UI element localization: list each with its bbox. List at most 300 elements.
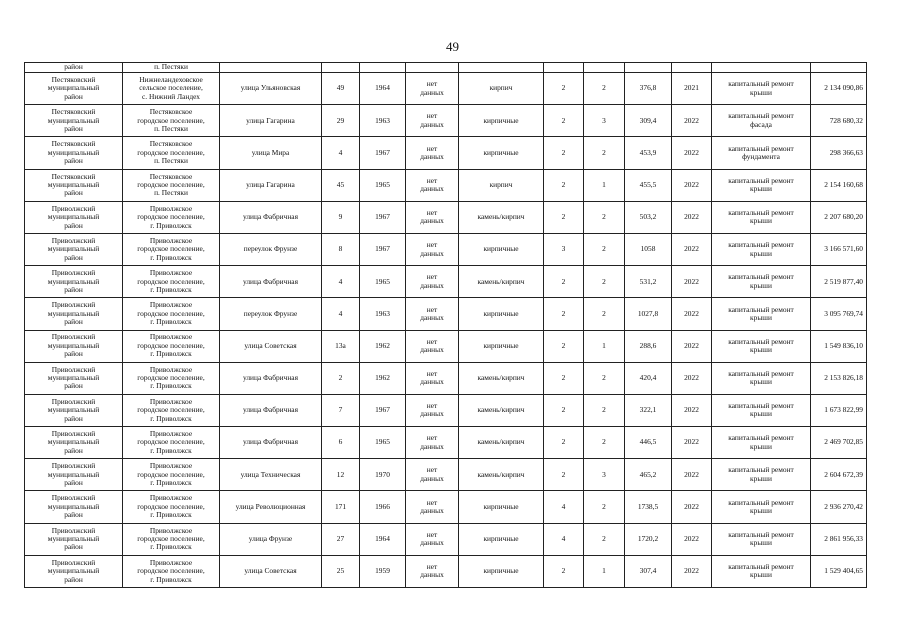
cell-settlement-line: Приволжское <box>149 461 193 471</box>
table-row <box>25 201 867 233</box>
cell-settlement-line: Приволжское <box>149 332 193 342</box>
cell-cost: 2 936 270,42 <box>811 491 867 523</box>
cell-settlement-line: сельское поселение, <box>139 83 203 93</box>
cell-work-type-line: капитальный ремонт <box>728 465 794 475</box>
cell-settlement-line: Приволжское <box>149 364 193 374</box>
cell-settlement-line: г. Приволжск <box>150 284 192 294</box>
cell-settlement-line: г. Приволжск <box>150 349 192 359</box>
cell-rayon <box>25 201 123 233</box>
cell-rayon-line: муниципальный <box>47 340 100 350</box>
cell-rayon-line: Приволжский <box>51 429 96 439</box>
cell-year-built: 1970 <box>360 459 406 491</box>
cell-no-data <box>406 233 459 265</box>
cell-settlement <box>123 427 220 459</box>
cell-settlement-line: г. Приволжск <box>150 445 192 455</box>
cell-year-built: 1965 <box>360 169 406 201</box>
cell-rayon <box>25 266 123 298</box>
cell-no-data-line: данных <box>420 538 444 548</box>
cell-rayon <box>25 330 123 362</box>
cell-settlement <box>123 137 220 169</box>
cell-floors: 2 <box>544 201 584 233</box>
cell-settlement <box>123 233 220 265</box>
cell-work-type-line: капитальный ремонт <box>728 497 794 507</box>
cell-area: 503,2 <box>625 201 672 233</box>
cell-settlement <box>123 394 220 426</box>
cell-settlement <box>123 298 220 330</box>
cell-floors: 2 <box>544 105 584 137</box>
cell-rayon <box>25 459 123 491</box>
cell-settlement-line: Пестяковское <box>149 139 193 149</box>
cell-empty <box>406 63 459 73</box>
cell-rayon-line: муниципальный <box>47 83 100 93</box>
cell-wall-material: кирпичные <box>459 491 544 523</box>
cell-cost: 2 207 680,20 <box>811 201 867 233</box>
cell-repair-year: 2022 <box>672 137 712 169</box>
cell-rayon-line: муниципальный <box>47 437 100 447</box>
housing-repair-table <box>24 62 867 588</box>
cell-street: улица Фабричная <box>220 201 322 233</box>
cell-repair-year: 2022 <box>672 169 712 201</box>
cell-entrances: 2 <box>584 491 625 523</box>
cell-no-data <box>406 73 459 105</box>
cell-entrances: 2 <box>584 523 625 555</box>
table-row <box>25 169 867 201</box>
cell-settlement-line: Приволжское <box>149 493 193 503</box>
cell-rayon <box>25 105 123 137</box>
cell-wall-material: кирпичные <box>459 233 544 265</box>
cell-rayon <box>25 73 123 105</box>
cell-wall-material: кирпичные <box>459 298 544 330</box>
cell-work-type-line: капитальный ремонт <box>728 272 794 282</box>
cell-settlement <box>123 266 220 298</box>
cell-settlement-line: городское поселение, <box>137 501 205 511</box>
cell-repair-year: 2022 <box>672 555 712 587</box>
cell-settlement-line: п. Пестяки <box>154 156 188 166</box>
cell-rayon <box>25 137 123 169</box>
cell-work-type-line: крыши <box>750 87 772 97</box>
cell-rayon <box>25 169 123 201</box>
cell-work-type <box>712 523 811 555</box>
cell-house-number: 25 <box>322 555 360 587</box>
cell-settlement-line: городское поселение, <box>137 405 205 415</box>
cell-work-type-line: капитальный ремонт <box>728 111 794 121</box>
cell-entrances: 1 <box>584 555 625 587</box>
cell-rayon-line: муниципальный <box>47 212 100 222</box>
cell-rayon-line: муниципальный <box>47 179 100 189</box>
cell-house-number: 49 <box>322 73 360 105</box>
cell-rayon-line: район <box>64 478 83 488</box>
cell-area: 446,5 <box>625 427 672 459</box>
cell-floors: 2 <box>544 169 584 201</box>
cell-floors: 2 <box>544 427 584 459</box>
cell-area: 288,6 <box>625 330 672 362</box>
cell-rayon-line: Приволжский <box>51 300 96 310</box>
cell-entrances: 2 <box>584 73 625 105</box>
cell-rayon <box>25 394 123 426</box>
cell-no-data-line: нет <box>426 562 438 571</box>
cell-work-type-line: капитальный ремонт <box>728 529 794 539</box>
cell-repair-year: 2022 <box>672 459 712 491</box>
cell-no-data-line: данных <box>420 409 444 419</box>
cell-no-data-line: данных <box>420 312 444 322</box>
cell-settlement-line: с. Нижний Ландех <box>142 91 200 101</box>
cell-settlement: п. Пестяки <box>123 63 220 73</box>
cell-rayon-line: район <box>64 91 83 101</box>
cell-no-data-line: данных <box>420 377 444 387</box>
cell-work-type <box>712 201 811 233</box>
cell-work-type <box>712 427 811 459</box>
cell-work-type-line: крыши <box>750 506 772 516</box>
cell-area: 531,2 <box>625 266 672 298</box>
cell-no-data-line: данных <box>420 216 444 226</box>
cell-wall-material: кирпичные <box>459 330 544 362</box>
table-row <box>25 233 867 265</box>
cell-no-data-line: данных <box>420 280 444 290</box>
cell-wall-material: кирпич <box>459 169 544 201</box>
cell-empty <box>584 63 625 73</box>
cell-settlement-line: городское поселение, <box>137 115 205 125</box>
table-body <box>25 63 867 588</box>
cell-year-built: 1965 <box>360 427 406 459</box>
cell-year-built: 1964 <box>360 523 406 555</box>
cell-rayon-line: район <box>64 510 83 520</box>
cell-cost: 1 673 822,99 <box>811 394 867 426</box>
cell-settlement-line: г. Приволжск <box>150 542 192 552</box>
cell-work-type-line: крыши <box>750 570 772 580</box>
cell-street: улица Ульяновская <box>220 73 322 105</box>
cell-area: 465,2 <box>625 459 672 491</box>
cell-repair-year: 2022 <box>672 523 712 555</box>
cell-area: 376,8 <box>625 73 672 105</box>
cell-no-data-line: данных <box>420 119 444 129</box>
cell-work-type-line: капитальный ремонт <box>728 304 794 314</box>
cell-rayon-line: Пестяковский <box>51 107 96 117</box>
cell-work-type-line: капитальный ремонт <box>728 207 794 217</box>
cell-rayon-line: район <box>64 284 83 294</box>
cell-rayon-line: муниципальный <box>47 373 100 383</box>
cell-no-data-line: данных <box>420 441 444 451</box>
cell-work-type <box>712 362 811 394</box>
cell-no-data-line: нет <box>426 433 438 443</box>
cell-rayon-line: Приволжский <box>51 235 96 245</box>
cell-street: улица Фрунзе <box>220 523 322 555</box>
cell-settlement <box>123 491 220 523</box>
cell-rayon-line: Приволжский <box>51 493 96 503</box>
cell-work-type-line: крыши <box>750 312 772 322</box>
cell-rayon <box>25 233 123 265</box>
cell-repair-year: 2022 <box>672 362 712 394</box>
cell-no-data <box>406 394 459 426</box>
cell-rayon: район <box>25 63 123 73</box>
cell-cost: 2 469 702,85 <box>811 427 867 459</box>
cell-empty <box>459 63 544 73</box>
cell-no-data-line: нет <box>426 207 438 217</box>
cell-cost: 298 366,63 <box>811 137 867 169</box>
cell-no-data <box>406 555 459 587</box>
cell-no-data <box>406 491 459 523</box>
cell-no-data <box>406 266 459 298</box>
cell-settlement-line: городское поселение, <box>137 212 205 222</box>
cell-rayon-line: Пестяковский <box>51 139 96 149</box>
cell-settlement-line: городское поселение, <box>137 373 205 383</box>
cell-settlement-line: п. Пестяки <box>154 123 188 133</box>
cell-work-type <box>712 137 811 169</box>
cell-floors: 2 <box>544 73 584 105</box>
cell-empty <box>672 63 712 73</box>
cell-settlement <box>123 73 220 105</box>
cell-no-data-line: нет <box>426 529 438 539</box>
cell-work-type <box>712 105 811 137</box>
cell-house-number: 7 <box>322 394 360 426</box>
cell-settlement-line: г. Приволжск <box>150 252 192 262</box>
cell-rayon-line: муниципальный <box>47 276 100 286</box>
cell-rayon-line: Приволжский <box>51 525 96 535</box>
cell-repair-year: 2022 <box>672 394 712 426</box>
cell-street: улица Техническая <box>220 459 322 491</box>
cell-empty <box>811 63 867 73</box>
cell-settlement-line: Пестяковское <box>149 107 193 117</box>
cell-settlement-line: г. Приволжск <box>150 381 192 391</box>
cell-house-number: 29 <box>322 105 360 137</box>
cell-work-type <box>712 459 811 491</box>
cell-rayon-line: район <box>64 574 83 584</box>
cell-wall-material: камень/кирпич <box>459 459 544 491</box>
cell-rayon-line: муниципальный <box>47 308 100 318</box>
cell-settlement <box>123 201 220 233</box>
cell-rayon-line: муниципальный <box>47 501 100 511</box>
table-row <box>25 105 867 137</box>
cell-rayon <box>25 491 123 523</box>
page-number: 49 <box>446 39 459 54</box>
cell-settlement-line: городское поселение, <box>137 534 205 544</box>
cell-work-type-line: крыши <box>750 409 772 419</box>
cell-year-built: 1964 <box>360 73 406 105</box>
cell-repair-year: 2021 <box>672 73 712 105</box>
cell-no-data-line: нет <box>426 111 438 121</box>
cell-rayon-line: муниципальный <box>47 405 100 415</box>
cell-empty <box>360 63 406 73</box>
cell-wall-material: камень/кирпич <box>459 201 544 233</box>
cell-work-type-line: капитальный ремонт <box>728 143 794 153</box>
cell-year-built: 1962 <box>360 362 406 394</box>
cell-rayon-line: Приволжский <box>51 203 96 213</box>
cell-repair-year: 2022 <box>672 233 712 265</box>
cell-no-data-line: данных <box>420 87 444 97</box>
cell-year-built: 1963 <box>360 105 406 137</box>
cell-year-built: 1963 <box>360 298 406 330</box>
cell-work-type-line: фасада <box>750 119 772 129</box>
cell-rayon-line: Приволжский <box>51 332 96 342</box>
cell-no-data <box>406 362 459 394</box>
cell-work-type-line: крыши <box>750 280 772 290</box>
cell-work-type-line: крыши <box>750 473 772 483</box>
cell-work-type-line: крыши <box>750 441 772 451</box>
cell-rayon-line: муниципальный <box>47 115 100 125</box>
cell-house-number: 8 <box>322 233 360 265</box>
cell-work-type-line: капитальный ремонт <box>728 401 794 411</box>
cell-rayon-line: Приволжский <box>51 268 96 278</box>
cell-settlement-line: городское поселение, <box>137 566 205 576</box>
cell-empty <box>220 63 322 73</box>
cell-work-type <box>712 233 811 265</box>
cell-street: улица Гагарина <box>220 105 322 137</box>
cell-floors: 2 <box>544 459 584 491</box>
cell-no-data-line: нет <box>426 497 438 507</box>
cell-settlement <box>123 169 220 201</box>
cell-rayon-line: Приволжский <box>51 396 96 406</box>
cell-work-type <box>712 266 811 298</box>
cell-area: 420,4 <box>625 362 672 394</box>
cell-no-data <box>406 105 459 137</box>
cell-work-type-line: капитальный ремонт <box>728 433 794 443</box>
cell-repair-year: 2022 <box>672 105 712 137</box>
cell-house-number: 2 <box>322 362 360 394</box>
cell-no-data <box>406 201 459 233</box>
cell-wall-material: кирпичные <box>459 105 544 137</box>
cell-work-type-line: фундамента <box>742 151 780 161</box>
cell-area: 309,4 <box>625 105 672 137</box>
cell-street: улица Революционная <box>220 491 322 523</box>
cell-settlement-line: г. Приволжск <box>150 510 192 520</box>
cell-floors: 2 <box>544 298 584 330</box>
cell-settlement <box>123 362 220 394</box>
cell-floors: 3 <box>544 233 584 265</box>
cell-rayon-line: муниципальный <box>47 147 100 157</box>
table-row <box>25 523 867 555</box>
cell-no-data-line: нет <box>426 272 438 282</box>
cell-house-number: 45 <box>322 169 360 201</box>
cell-repair-year: 2022 <box>672 330 712 362</box>
cell-cost: 2 861 956,33 <box>811 523 867 555</box>
cell-no-data <box>406 459 459 491</box>
cell-work-type-line: крыши <box>750 377 772 387</box>
cell-work-type <box>712 394 811 426</box>
cell-work-type-line: крыши <box>750 248 772 258</box>
cell-year-built: 1967 <box>360 233 406 265</box>
cell-street: улица Фабричная <box>220 394 322 426</box>
cell-wall-material: камень/кирпич <box>459 362 544 394</box>
cell-settlement-line: Приволжское <box>149 268 193 278</box>
cell-wall-material: кирпичные <box>459 523 544 555</box>
cell-work-type-line: крыши <box>750 345 772 355</box>
cell-cost: 2 604 672,39 <box>811 459 867 491</box>
cell-street: улица Гагарина <box>220 169 322 201</box>
cell-settlement-line: Приволжское <box>149 396 193 406</box>
cell-year-built: 1959 <box>360 555 406 587</box>
cell-settlement-line: городское поселение, <box>137 340 205 350</box>
table-row <box>25 555 867 587</box>
cell-rayon-line: район <box>64 188 83 198</box>
cell-entrances: 3 <box>584 105 625 137</box>
cell-year-built: 1967 <box>360 394 406 426</box>
cell-area: 322,1 <box>625 394 672 426</box>
table-row <box>25 427 867 459</box>
table-row <box>25 298 867 330</box>
cell-floors: 4 <box>544 491 584 523</box>
cell-no-data-line: нет <box>426 240 438 250</box>
cell-year-built: 1962 <box>360 330 406 362</box>
cell-entrances: 1 <box>584 330 625 362</box>
table-row <box>25 491 867 523</box>
cell-floors: 2 <box>544 362 584 394</box>
cell-work-type-line: крыши <box>750 184 772 194</box>
cell-floors: 2 <box>544 555 584 587</box>
cell-street: улица Фабричная <box>220 427 322 459</box>
cell-no-data-line: нет <box>426 143 438 153</box>
cell-rayon-line: район <box>64 252 83 262</box>
table-row <box>25 330 867 362</box>
cell-area: 1738,5 <box>625 491 672 523</box>
cell-no-data-line: нет <box>426 401 438 411</box>
cell-settlement-line: Приволжское <box>149 300 193 310</box>
cell-settlement <box>123 523 220 555</box>
cell-year-built: 1967 <box>360 201 406 233</box>
cell-rayon-line: муниципальный <box>47 534 100 544</box>
cell-no-data <box>406 137 459 169</box>
cell-no-data <box>406 169 459 201</box>
cell-year-built: 1966 <box>360 491 406 523</box>
cell-empty <box>712 63 811 73</box>
cell-entrances: 2 <box>584 137 625 169</box>
cell-house-number: 12 <box>322 459 360 491</box>
cell-no-data-line: данных <box>420 184 444 194</box>
cell-floors: 2 <box>544 137 584 169</box>
cell-entrances: 2 <box>584 266 625 298</box>
cell-no-data-line: данных <box>420 345 444 355</box>
cell-settlement-line: Приволжское <box>149 525 193 535</box>
cell-rayon-line: муниципальный <box>47 469 100 479</box>
cell-house-number: 6 <box>322 427 360 459</box>
cell-cost: 2 134 090,86 <box>811 73 867 105</box>
cell-work-type-line: капитальный ремонт <box>728 240 794 250</box>
cell-floors: 2 <box>544 266 584 298</box>
cell-settlement-line: г. Приволжск <box>150 478 192 488</box>
cell-work-type <box>712 298 811 330</box>
cell-cost: 2 153 826,18 <box>811 362 867 394</box>
cell-rayon-line: район <box>64 156 83 166</box>
cell-area: 1027,8 <box>625 298 672 330</box>
cell-no-data-line: нет <box>426 336 438 346</box>
cell-rayon-line: район <box>64 445 83 455</box>
cell-cost: 3 166 571,60 <box>811 233 867 265</box>
cell-no-data-line: данных <box>420 248 444 258</box>
cell-rayon-line: район <box>64 220 83 230</box>
cell-settlement <box>123 555 220 587</box>
cell-repair-year: 2022 <box>672 266 712 298</box>
cell-work-type-line: капитальный ремонт <box>728 368 794 378</box>
cell-entrances: 1 <box>584 169 625 201</box>
cell-rayon-line: район <box>64 542 83 552</box>
cell-street: улица Фабричная <box>220 362 322 394</box>
cell-wall-material: камень/кирпич <box>459 427 544 459</box>
cell-entrances: 2 <box>584 427 625 459</box>
cell-rayon-line: район <box>64 349 83 359</box>
cell-area: 307,4 <box>625 555 672 587</box>
cell-entrances: 2 <box>584 233 625 265</box>
cell-no-data-line: данных <box>420 506 444 516</box>
cell-rayon <box>25 555 123 587</box>
cell-work-type-line: крыши <box>750 538 772 548</box>
cell-house-number: 4 <box>322 266 360 298</box>
cell-work-type-line: капитальный ремонт <box>728 336 794 346</box>
cell-settlement-line: Нижнеландеховское <box>139 74 203 84</box>
cell-house-number: 27 <box>322 523 360 555</box>
cell-no-data-line: нет <box>426 79 438 89</box>
cell-work-type <box>712 491 811 523</box>
cell-house-number: 4 <box>322 137 360 169</box>
cell-entrances: 3 <box>584 459 625 491</box>
cell-cost: 2 154 160,68 <box>811 169 867 201</box>
